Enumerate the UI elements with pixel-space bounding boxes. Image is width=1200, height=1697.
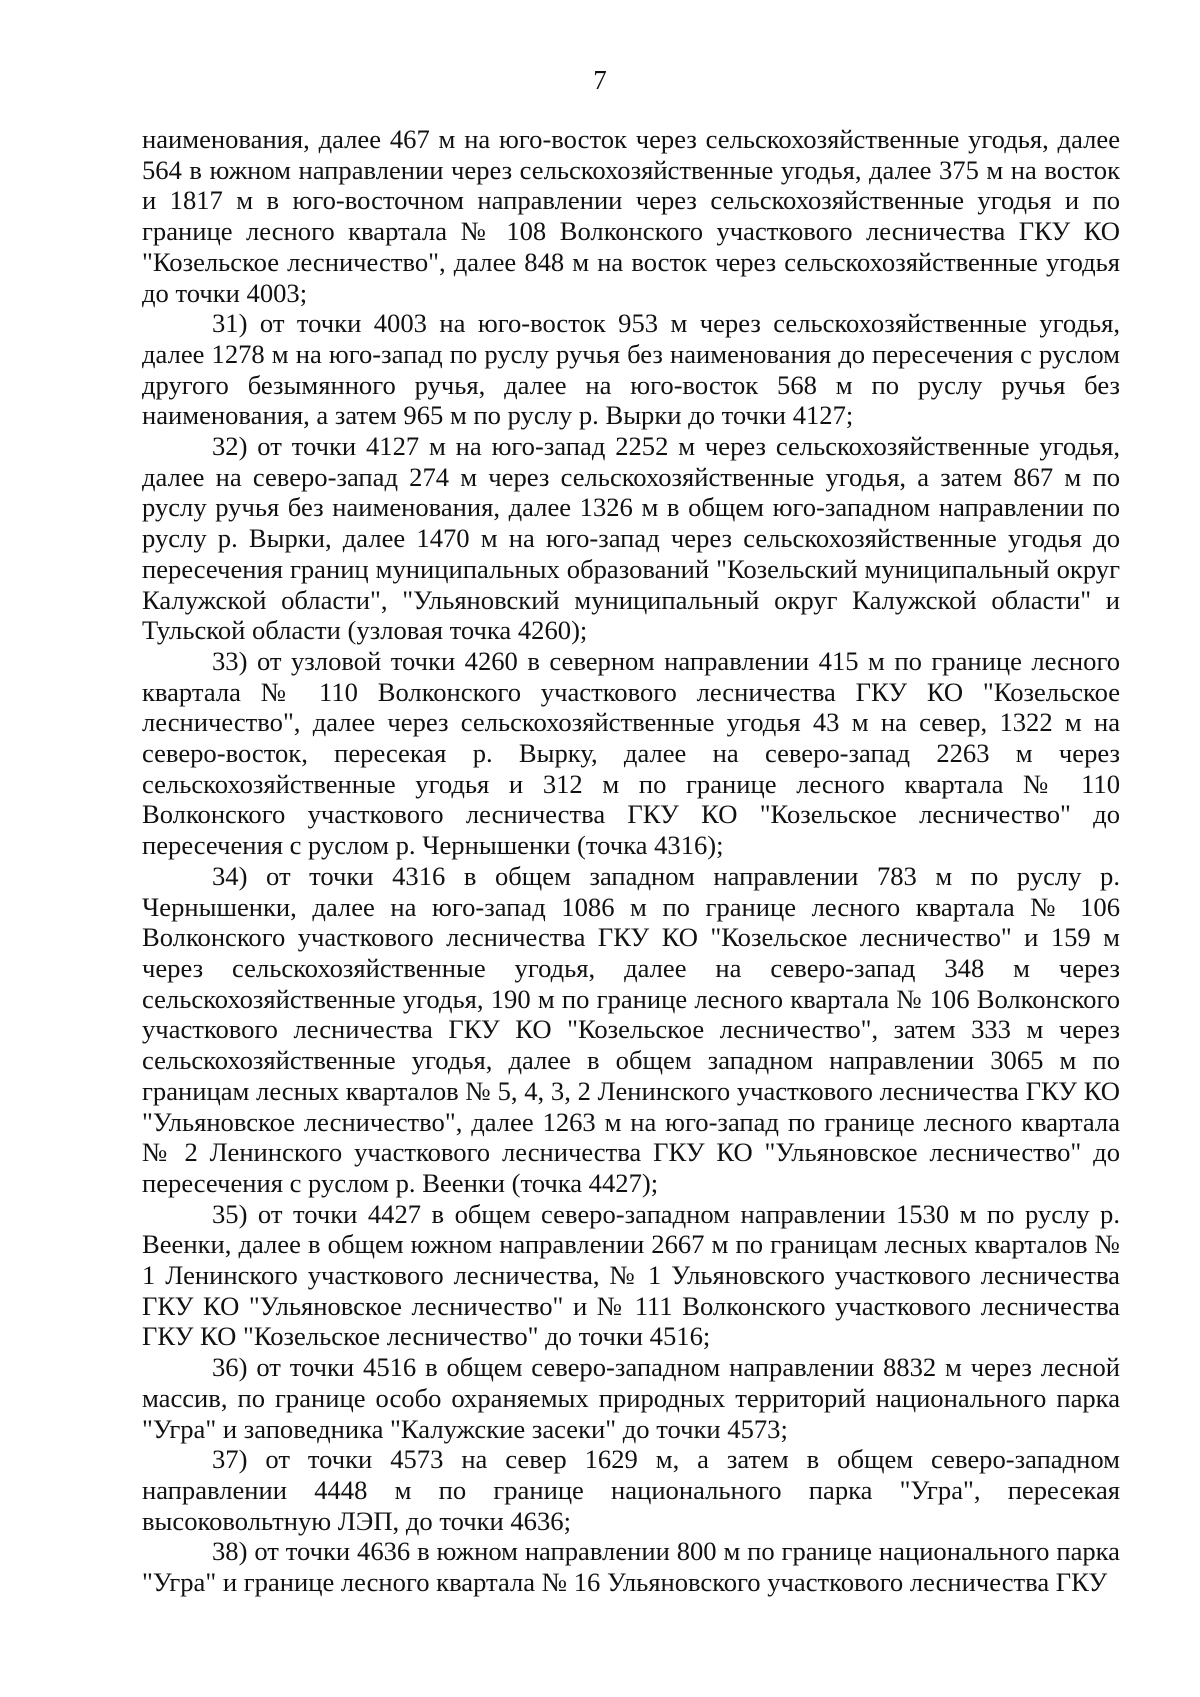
paragraph-item-37: 37) от точки 4573 на север 1629 м, а затем в общем северо-западном направлении 4448 м по границе национального парка "Угра", пересекая высоковольтную ЛЭП, до точки 4636; [142,1444,1120,1536]
paragraph-item-34: 34) от точки 4316 в общем западном направлении 783 м по руслу р. Чернышенки, далее на юго-запад 1086 м по границе лесного квартала № 106 Волконского участкового лесничества ГКУ КО "Козельское лесничество" и 159 м через сельскохозяйственные угодья, далее на северо-запад 348 м через сельскохозяйственные угодья, 190 м по границе лесного квартала № 106 Волконского участкового лесничества ГКУ КО "Козельское лесничество", затем 333 м через сельскохозяйственные угодья, далее в общем западном направлении 3065 м по границам лесных кварталов № 5, 4, 3, 2 Ленинского участкового лесничества ГКУ КО "Ульяновское лесничество", далее 1263 м на юго-запад по границе лесного квартала № 2 Ленинского участкового лесничества ГКУ КО "Ульяновское лесничество" до пересечения с руслом р. Веенки (точка 4427); [142,860,1120,1198]
paragraph-item-33: 33) от узловой точки 4260 в северном направлении 415 м по границе лесного квартала № 110 Волконского участкового лесничества ГКУ КО "Козельское лесничество", далее через сельскохозяйственные угодья 43 м на север, 1322 м на северо-восток, пересекая р. Вырку, далее на северо-запад 2263 м через сельскохозяйственные угодья и 312 м по границе лесного квартала № 110 Волконского участкового лесничества ГКУ КО "Козельское лесничество" до пересечения с руслом р. Чернышенки (точка 4316); [142,645,1120,861]
paragraph-item-31: 31) от точки 4003 на юго-восток 953 м через сельскохозяйственные угодья, далее 1278 м на юго-запад по руслу ручья без наименования до пересечения с руслом другого безымянного ручья, далее на юго-восток 568 м по руслу ручья без наименования, а затем 965 м по руслу р. Вырки до точки 4127; [142,308,1120,431]
paragraph-item-32: 32) от точки 4127 м на юго-запад 2252 м через сельскохозяйственные угодья, далее на северо-запад 274 м через сельскохозяйственные угодья, а затем 867 м по руслу ручья без наименования, далее 1326 м в общем юго-западном направлении по руслу р. Вырки, далее 1470 м на юго-запад через сельскохозяйственные угодья до пересечения границ муниципальных образований "Козельский муниципальный округ Калужской области", "Ульяновский муниципальный округ Калужской области" и Тульской области (узловая точка 4260); [142,431,1120,646]
paragraph-item-35: 35) от точки 4427 в общем северо-западном направлении 1530 м по руслу р. Веенки, далее в общем южном направлении 2667 м по границам лесных кварталов № 1 Ленинского участкового лесничества, № 1 Ульяновского участкового лесничества ГКУ КО "Ульяновское лесничество" и № 111 Волконского участкового лесничества ГКУ КО "Козельское лесничество" до точки 4516; [142,1198,1120,1352]
paragraph-item-36: 36) от точки 4516 в общем северо-западном направлении 8832 м через лесной массив, по границе особо охраняемых природных территорий национального парка "Угра" и заповедника "Калужские засеки" до точки 4573; [142,1352,1120,1444]
document-body [142,124,1120,1598]
paragraph-item-38: 38) от точки 4636 в южном направлении 800 м по границе национального парка "Угра" и границе лесного квартала № 16 Ульяновского участкового лесничества ГКУ [142,1536,1120,1598]
paragraph-continuation: наименования, далее 467 м на юго-восток через сельскохозяйственные угодья, далее 564 в южном направлении через сельскохозяйственные угодья, далее 375 м на восток и 1817 м в юго-восточном направлении через сельскохозяйственные угодья и по границе лесного квартала № 108 Волконского участкового лесничества ГКУ КО "Козельское лесничество", далее 848 м на восток через сельскохозяйственные угодья до точки 4003; [142,124,1120,308]
page-number: 7 [593,65,607,95]
